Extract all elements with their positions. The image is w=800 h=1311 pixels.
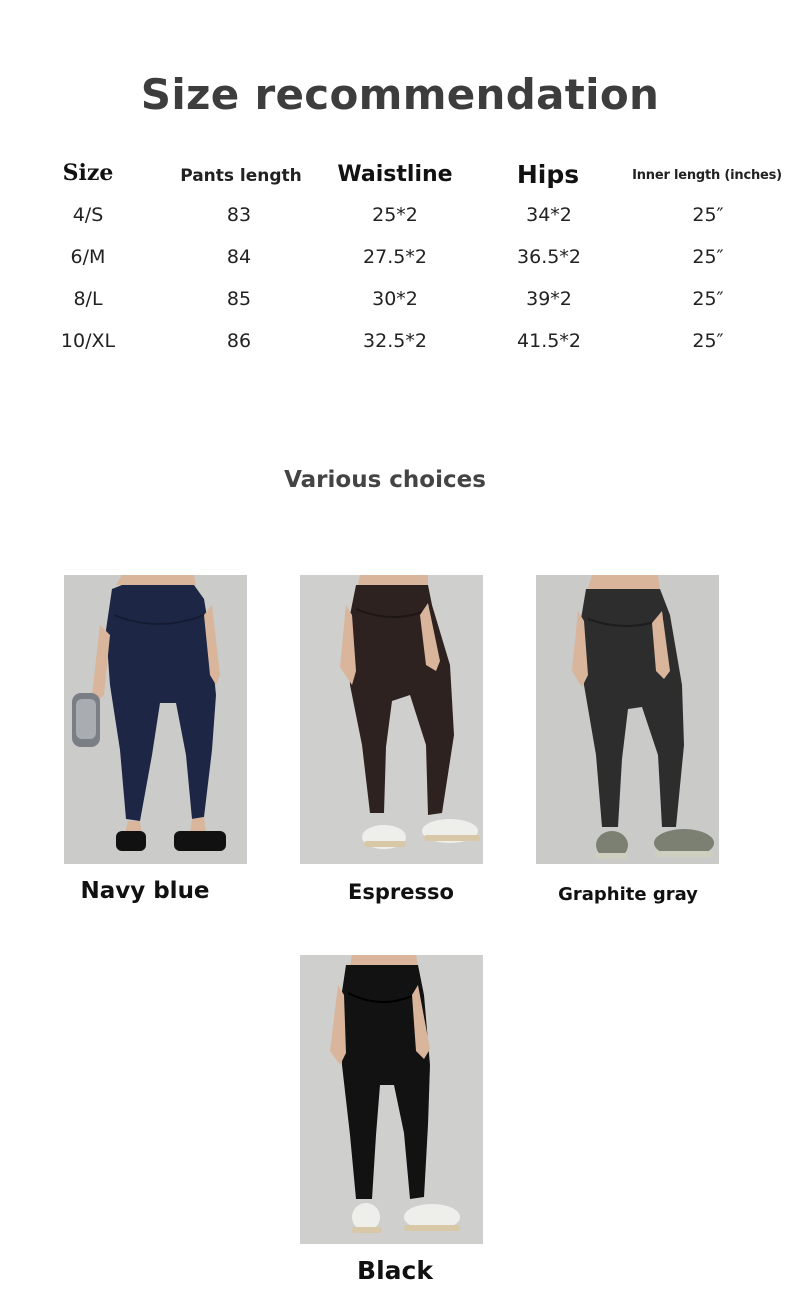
caption-black: Black	[357, 1256, 433, 1285]
header-inner-length: Inner length (inches)	[632, 168, 782, 183]
product-photo-graphite-gray[interactable]	[536, 575, 719, 864]
caption-navy-blue: Navy blue	[80, 878, 210, 904]
section-title: Various choices	[284, 467, 486, 493]
cell-hips: 41.5*2	[517, 330, 581, 352]
cell-waistline: 27.5*2	[363, 246, 427, 268]
header-pants-length: Pants length	[180, 166, 302, 186]
header-waistline: Waistline	[337, 162, 453, 187]
cell-pants-length: 83	[226, 204, 252, 226]
size-table	[0, 150, 800, 370]
cell-waistline: 25*2	[372, 204, 418, 226]
cell-size: 8/L	[73, 288, 103, 310]
cell-inner-length: 25″	[692, 246, 724, 268]
product-photo-black[interactable]	[300, 955, 483, 1244]
page-title: Size recommendation	[140, 70, 660, 119]
product-photo-navy-blue[interactable]	[64, 575, 247, 864]
caption-espresso: Espresso	[348, 880, 454, 904]
leggings-model-icon	[64, 575, 247, 864]
product-photo-espresso[interactable]	[300, 575, 483, 864]
cell-size: 4/S	[72, 204, 104, 226]
cell-waistline: 30*2	[372, 288, 418, 310]
cell-inner-length: 25″	[692, 288, 724, 310]
header-hips: Hips	[516, 160, 580, 189]
leggings-model-icon	[536, 575, 719, 864]
cell-hips: 36.5*2	[517, 246, 581, 268]
cell-hips: 34*2	[526, 204, 572, 226]
cell-size: 6/M	[70, 246, 106, 268]
cell-size: 10/XL	[60, 330, 116, 352]
cell-pants-length: 85	[226, 288, 252, 310]
cell-inner-length: 25″	[692, 330, 724, 352]
header-size: Size	[62, 160, 114, 186]
cell-pants-length: 86	[226, 330, 252, 352]
cell-pants-length: 84	[226, 246, 252, 268]
cell-inner-length: 25″	[692, 204, 724, 226]
leggings-model-icon	[300, 575, 483, 864]
caption-graphite-gray: Graphite gray	[558, 884, 698, 905]
leggings-model-icon	[300, 955, 483, 1244]
cell-waistline: 32.5*2	[363, 330, 427, 352]
cell-hips: 39*2	[526, 288, 572, 310]
